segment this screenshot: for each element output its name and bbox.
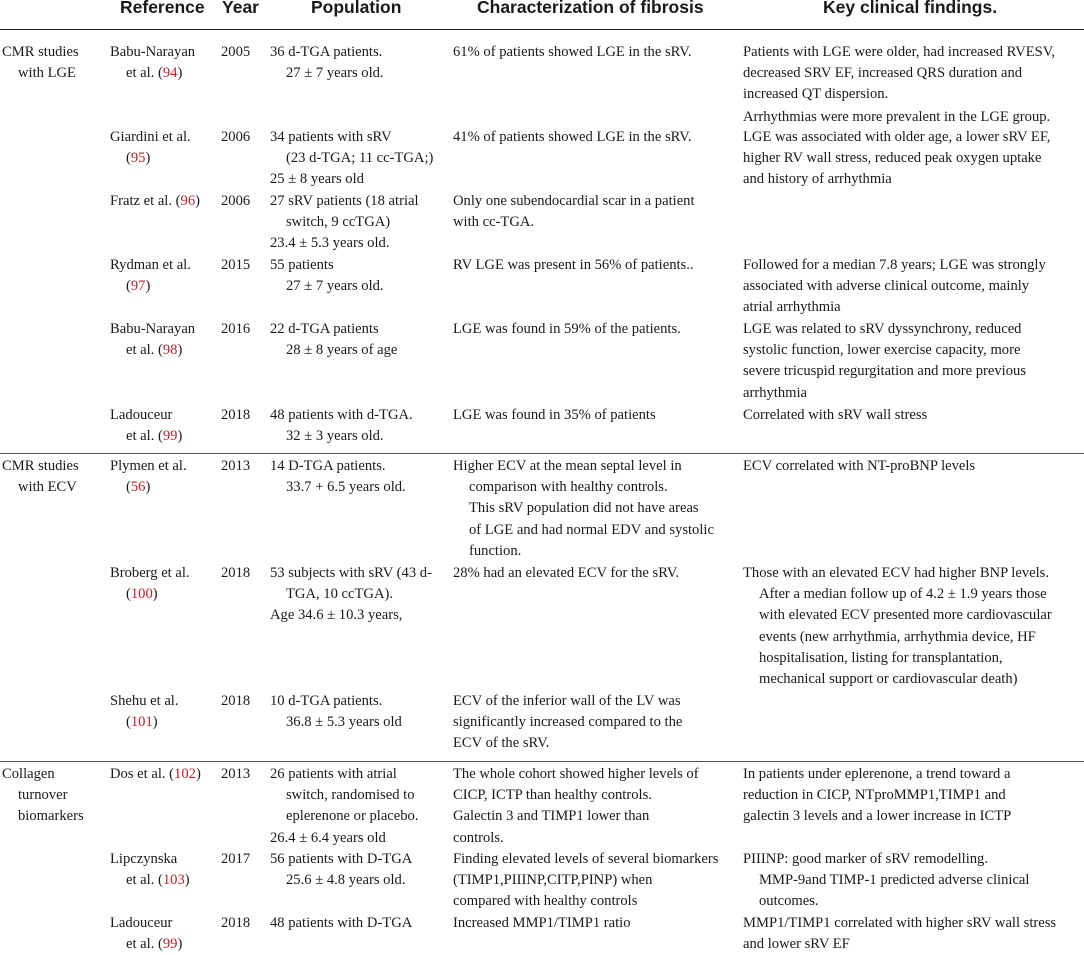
citation-link[interactable]: 102 [174,766,196,782]
population-line: 55 patients [270,257,334,273]
population-line: 26 patients with atrial [270,766,397,782]
reference-cell [110,42,195,84]
reference-text: ) [177,936,183,953]
fibrosis-line: This sRV population did not have areas [469,500,699,517]
fibrosis-cell [453,127,692,148]
year-cell: 2016 [221,321,251,337]
findings-line: atrial arrhythmia [743,299,841,316]
fibrosis-line: of LGE and had normal EDV and systolic [469,521,714,538]
population-line: 53 subjects with sRV (43 d- [270,565,432,581]
findings-line: mechanical support or cardiovascular death) [759,671,1018,688]
findings-cell [743,913,1056,955]
year-cell: 2018 [221,693,251,709]
reference-line [110,712,179,733]
population-line: 36 d-TGA patients. [270,44,383,60]
fibrosis-line: ECV of the sRV. [453,735,550,752]
fibrosis-line: 28% had an elevated ECV for the sRV. [453,565,680,581]
year-cell: 2018 [221,565,251,581]
reference-text: et al. ( [126,936,163,953]
population-line: 23.4 ± 5.3 years old. [270,235,390,252]
population-cell [270,319,397,361]
population-line: 32 ± 3 years old. [286,428,384,445]
findings-line: Those with an elevated ECV had higher BNP levels. [743,565,1049,581]
reference-line [110,584,190,605]
reference-cell [110,691,179,733]
findings-line: with elevated ECV presented more cardiovascular [759,607,1052,624]
population-line: 22 d-TGA patients [270,321,379,337]
findings-line: MMP1/TIMP1 correlated with higher sRV wall stress [743,915,1057,931]
population-line: 25 ± 8 years old [270,171,364,188]
population-line: 26.4 ± 6.4 years old [270,829,386,846]
reference-line: Babu-Narayan [110,321,196,337]
fibrosis-line: (TIMP1,PIIINP,CITP,PINP) when [453,872,653,889]
findings-line: and lower sRV EF [743,936,850,953]
findings-line: increased QT dispersion. [743,86,889,103]
reference-text: ) [145,150,151,167]
population-line: 33.7 + 6.5 years old. [286,479,406,496]
header-year: Year [222,0,259,17]
population-line: 27 ± 7 years old. [286,65,384,82]
findings-line: Patients with LGE were older, had increased RVESV, [743,44,1056,60]
reference-cell [110,849,190,891]
fibrosis-cell [453,405,656,426]
fibrosis-cell [453,319,681,340]
findings-line: LGE was associated with older age, a lower sRV EF, [743,129,1051,145]
reference-line [110,191,200,212]
fibrosis-cell [453,849,718,913]
population-line: 48 patients with d-TGA. [270,407,413,423]
reference-text: et al. ( [126,428,163,445]
fibrosis-line: Finding elevated levels of several biomarkers [453,851,719,867]
reference-line: Shehu et al. [110,693,179,709]
reference-line [110,148,191,169]
year-cell: 2013 [221,766,251,782]
reference-text: ) [177,428,183,445]
reference-text: Fratz et al. ( [110,193,181,209]
fibrosis-cell [453,255,694,276]
population-cell [270,849,412,891]
year-cell: 2018 [221,407,251,423]
population-cell [270,127,433,191]
reference-line [110,340,195,361]
findings-line: galectin 3 levels and a lower increase in ICTP [743,808,1012,825]
population-line: 27 sRV patients (18 atrial [270,193,419,209]
findings-cell [743,127,1050,191]
population-cell [270,691,402,733]
fibrosis-cell [453,563,679,584]
population-line: 36.8 ± 5.3 years old [286,714,402,731]
findings-line: In patients under eplerenone, a trend toward a [743,766,1011,782]
group-label: CMR studies with LGE [2,44,79,82]
citation-link[interactable]: 100 [130,586,153,603]
population-line: 10 d-TGA patients. [270,693,383,709]
population-cell [270,563,432,627]
fibrosis-line: 41% of patients showed LGE in the sRV. [453,129,692,145]
reference-text: et al. ( [126,872,163,889]
reference-text: ( [126,278,131,295]
group-separator [0,453,1084,454]
reference-line: Ladouceur [110,915,173,931]
fibrosis-cell [453,42,692,63]
findings-cell [743,563,1052,690]
year-cell: 2006 [221,193,251,209]
fibrosis-line: function. [469,542,522,559]
reference-text: ) [145,278,151,295]
group-label: CMR studies with ECV [2,458,79,496]
findings-line: LGE was related to sRV dyssynchrony, reduced [743,321,1022,337]
reference-text: ) [177,65,183,82]
year-cell: 2017 [221,851,251,867]
reference-text: et al. ( [126,342,163,359]
findings-line: severe tricuspid regurgitation and more previous [743,363,1027,380]
findings-line: decreased SRV EF, increased QRS duration and [743,65,1023,82]
population-cell [270,913,412,934]
fibrosis-line: with cc-TGA. [453,214,535,231]
reference-line [110,870,190,891]
findings-line: hospitalisation, listing for transplantation, [759,649,1003,666]
citation-link[interactable]: 99 [162,428,178,445]
year-cell: 2015 [221,257,251,273]
fibrosis-cell [453,691,682,755]
fibrosis-line: RV LGE was present in 56% of patients.. [453,257,694,273]
findings-line: higher RV wall stress, reduced peak oxygen uptake [743,150,1042,167]
population-cell [270,764,419,849]
reference-cell [110,255,191,297]
citation-link[interactable]: 56 [130,479,146,496]
reference-text: ) [152,586,158,603]
findings-line: associated with adverse clinical outcome, mainly [743,278,1030,295]
fibrosis-line: Higher ECV at the mean septal level in [453,458,682,474]
reference-cell [110,405,182,447]
findings-line: Arrhythmias were more prevalent in the LGE group. [743,108,1051,125]
population-line: 34 patients with sRV [270,129,392,145]
findings-cell [743,405,927,426]
citation-link[interactable]: 94 [162,65,178,82]
fibrosis-line: controls. [453,829,504,846]
group-label: Collagen turnover biomarkers [2,766,84,825]
population-line: eplerenone or placebo. [286,808,419,825]
findings-line: Correlated with sRV wall stress [743,407,928,423]
fibrosis-line: compared with healthy controls [453,893,638,910]
header-rule [0,29,1084,30]
population-line: 28 ± 8 years of age [286,342,398,359]
fibrosis-line: Only one subendocardial scar in a patient [453,193,695,209]
fibrosis-line: Galectin 3 and TIMP1 lower than [453,808,650,825]
population-cell [270,456,406,498]
year-cell: 2005 [221,44,251,60]
year-cell: 2013 [221,458,251,474]
fibrosis-line: LGE was found in 59% of the patients. [453,321,681,337]
reference-text: ) [177,342,183,359]
reference-line: Rydman et al. [110,257,191,273]
fibrosis-cell [453,764,699,849]
findings-line: ECV correlated with NT-proBNP levels [743,458,976,474]
reference-text: et al. ( [126,65,163,82]
citation-link[interactable]: 95 [130,150,146,167]
reference-cell [110,127,191,169]
population-line: switch, 9 ccTGA) [286,214,391,231]
findings-line: After a median follow up of 4.2 ± 1.9 years those [759,586,1047,603]
reference-cell [110,913,182,955]
fibrosis-line: CICP, ICTP than healthy controls. [453,787,652,804]
population-line: 48 patients with D-TGA [270,915,413,931]
findings-cell [743,42,1055,128]
reference-line [110,63,195,84]
reference-line [110,276,191,297]
reference-line: Babu-Narayan [110,44,196,60]
reference-line: Lipczynska [110,851,178,867]
findings-line: reduction in CICP, NTproMMP1,TIMP1 and [743,787,1006,804]
reference-cell [110,456,187,498]
reference-cell [110,319,195,361]
reference-text: ) [145,479,151,496]
citation-link[interactable]: 99 [162,936,178,953]
findings-line: and history of arrhythmia [743,171,892,188]
findings-cell [743,849,1029,913]
reference-text: ( [126,479,131,496]
reference-text: ) [152,714,158,731]
findings-line: events (new arrhythmia, arrhythmia device, HF [759,628,1036,645]
findings-line: systolic function, lower exercise capacity, more [743,342,1021,359]
fibrosis-line: LGE was found in 35% of patients [453,407,656,423]
reference-text: ( [126,586,131,603]
year-cell: 2006 [221,129,251,145]
reference-cell [110,563,190,605]
citation-link[interactable]: 101 [130,714,153,731]
fibrosis-line: significantly increased compared to the [453,714,683,731]
fibrosis-line: Increased MMP1/TIMP1 ratio [453,915,631,931]
fibrosis-line: 61% of patients showed LGE in the sRV. [453,44,692,60]
findings-cell [743,456,975,477]
reference-text: Dos et al. ( [110,766,175,782]
header-findings: Key clinical findings. [823,0,998,17]
findings-line: PIIINP: good marker of sRV remodelling. [743,851,989,867]
population-line: 14 D-TGA patients. [270,458,386,474]
population-cell [270,405,413,447]
reference-text: ( [126,714,131,731]
reference-cell [110,191,200,212]
header-fibrosis: Characterization of fibrosis [477,0,704,17]
population-cell [270,191,419,255]
findings-line: outcomes. [759,893,819,910]
fibrosis-line: ECV of the inferior wall of the LV was [453,693,681,709]
fibrosis-line: The whole cohort showed higher levels of [453,766,699,782]
population-cell [270,42,384,84]
population-line: 27 ± 7 years old. [286,278,384,295]
population-line: (23 d-TGA; 11 cc-TGA;) [286,150,434,167]
reference-line: Giardini et al. [110,129,191,145]
header-reference: Reference [120,0,205,17]
findings-line: arrhythmia [743,384,808,401]
reference-text: ( [126,150,131,167]
findings-cell [743,319,1026,404]
year-cell: 2018 [221,915,251,931]
findings-line: MMP-9and TIMP-1 predicted adverse clinical [759,872,1030,889]
reference-text: ) [195,766,201,782]
population-line: 25.6 ± 4.8 years old. [286,872,406,889]
fibrosis-cell [453,191,695,233]
fibrosis-cell [453,456,714,562]
citation-link[interactable]: 98 [162,342,178,359]
population-line: switch, randomised to [286,787,415,804]
population-line: 56 patients with D-TGA [270,851,413,867]
population-line: Age 34.6 ± 10.3 years, [270,607,403,624]
group-separator [0,761,1084,762]
citation-link[interactable]: 97 [130,278,146,295]
findings-line: Followed for a median 7.8 years; LGE was strongly [743,257,1046,273]
reference-text: ) [184,872,190,889]
citation-link[interactable]: 103 [162,872,185,889]
citation-link[interactable]: 96 [180,193,196,209]
reference-line: Ladouceur [110,407,173,423]
fibrosis-line: comparison with healthy controls. [469,479,668,496]
reference-line: Plymen et al. [110,458,187,474]
reference-line [110,764,201,785]
population-line: TGA, 10 ccTGA). [286,586,393,603]
fibrosis-cell [453,913,631,934]
reference-cell [110,764,201,785]
population-cell [270,255,384,297]
findings-cell [743,764,1011,828]
reference-text: ) [195,193,200,209]
findings-cell [743,255,1046,319]
reference-line [110,477,187,498]
reference-line: Broberg et al. [110,565,190,581]
header-population: Population [311,0,402,17]
reference-line [110,426,182,447]
